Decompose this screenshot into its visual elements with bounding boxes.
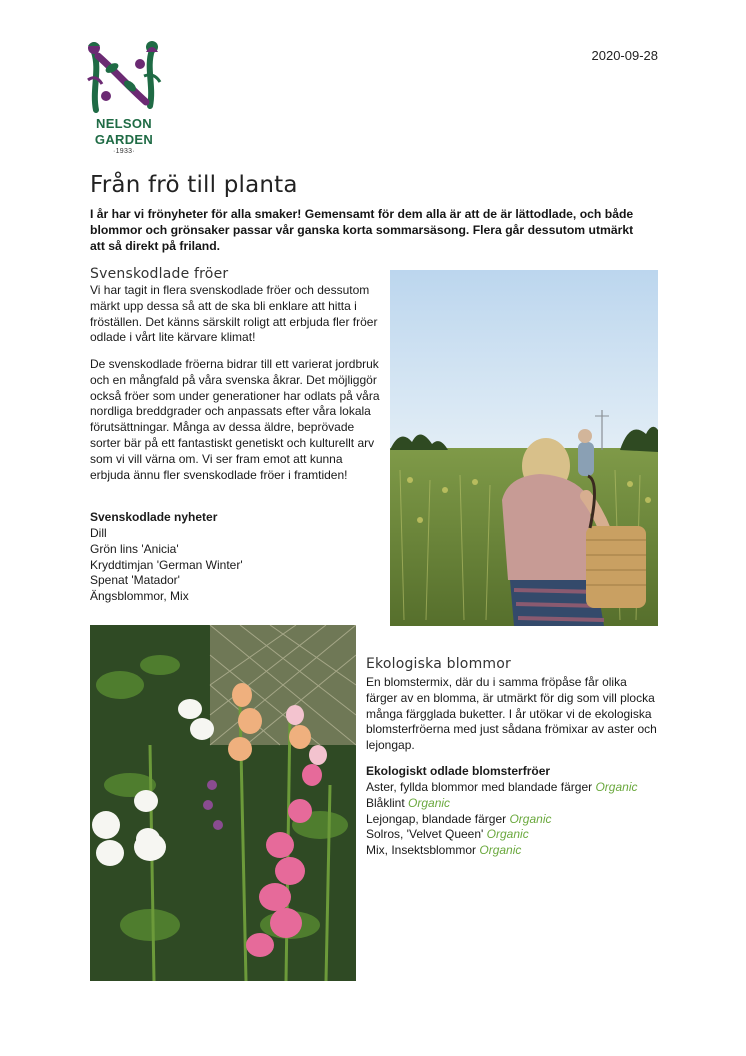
item-text: Solros, 'Velvet Queen' — [366, 827, 484, 842]
organic-label: Organic — [509, 811, 552, 826]
item-text: Blåklint — [366, 795, 405, 810]
section-heading-ekologiska: Ekologiska blommor — [366, 656, 511, 672]
organic-label: Organic — [595, 780, 638, 794]
organic-label: Organic — [486, 827, 529, 842]
organic-label: Organic — [408, 795, 451, 810]
organic-label: Organic — [479, 843, 522, 858]
section2-paragraph: En blomstermix, där du i samma fröpåse får olika färger av en blomma, är utmärkt för dig som vill plocka många färgglada buketter. I år utökar vi de ekologiska blomsterfröerna med just sådana frömixar av aster och lejongap. — [366, 675, 657, 753]
document-date: 2020-09-28 — [591, 48, 658, 63]
snapdragon-flowers-image — [90, 625, 356, 981]
section1-paragraph-2: De svenskodlade fröerna bidrar till ett varierat jordbruk och en mångfald på våra svenska åkrar. Det möjliggör också fröer som under generationer har odlats på våra nordliga breddgrader och anpassats efter våra lokala förutsättningar. Många av dessa äldre, beprövade sorter bär på ett fantastiskt genetiskt och kulturellt arv som vi vill värna om. Vi ser fram emot att kunna erbjuda ännu fler svenskodlade fröer i framtiden! — [90, 357, 380, 482]
list-item — [366, 812, 666, 828]
item-text: Lejongap, blandade färger — [366, 811, 507, 826]
brand-year: ·1933· — [112, 148, 136, 155]
flowers-photo — [90, 625, 356, 981]
section1-paragraph-1: Vi har tagit in flera svenskodlade fröer och dessutom märkt upp dessa så att de ska bli enklare att hitta i fröställen. Det känns särskilt roligt att erbjuda fler fröer odlade i vårt lite kärvare klimat! — [90, 283, 378, 345]
section1-list — [90, 526, 380, 605]
item-text: Aster, fyllda blommor med blandade färger — [366, 780, 593, 794]
n-monogram-icon — [84, 40, 164, 114]
item-text: Mix, Insektsblommor — [366, 843, 477, 858]
lead-paragraph: I år har vi frönyheter för alla smaker! Gemensamt för dem alla är att de är lättodlade, och både blommor och grönsaker passar vår ganska korta sommarsäsong. Flera går dessutom utmärkt att så direkt på friland. — [90, 207, 634, 254]
section2-list-title: Ekologiskt odlade blomsterfröer — [366, 764, 551, 778]
nelson-garden-logo — [84, 40, 164, 156]
list-item: Dill — [90, 526, 107, 540]
list-item — [366, 827, 666, 843]
page-title: Från frö till planta — [90, 172, 298, 198]
list-item: Kryddtimjan 'German Winter' — [90, 557, 243, 572]
list-item: Ängsblommor, Mix — [90, 589, 189, 604]
list-item — [366, 796, 666, 812]
section2-list — [366, 780, 666, 859]
section-heading-svenskodlade: Svenskodlade fröer — [90, 266, 229, 282]
field-photo — [390, 270, 658, 626]
list-item — [366, 780, 666, 796]
brand-name-line2: GARDEN — [94, 132, 154, 147]
list-item: Spenat 'Matador' — [90, 573, 180, 588]
list-item — [366, 843, 666, 859]
brand-name-line1: NELSON — [96, 116, 152, 131]
list-item: Grön lins 'Anicia' — [90, 541, 179, 556]
section1-list-title: Svenskodlade nyheter — [90, 510, 218, 524]
woman-in-field-image — [390, 270, 658, 626]
